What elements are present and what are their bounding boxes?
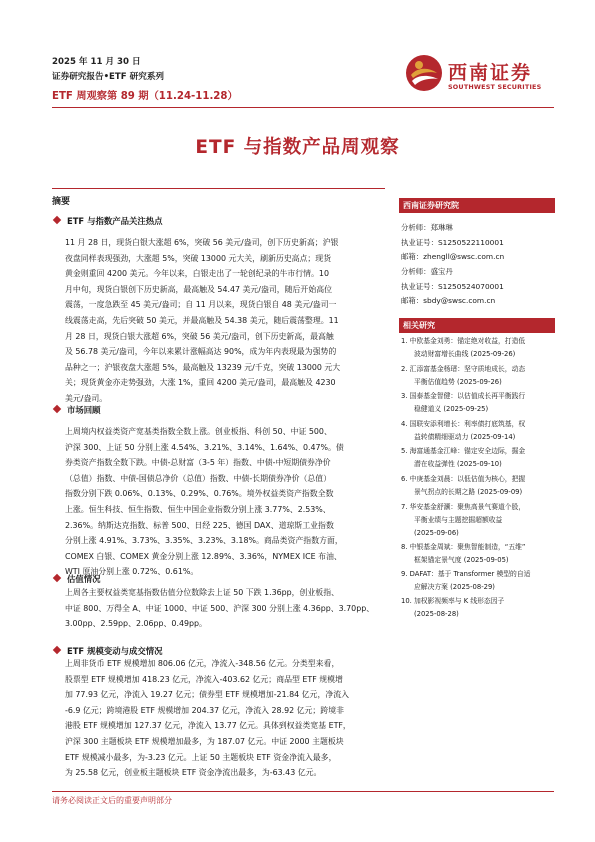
related-research-item[interactable]: 5. 海富通基金江峰：锚定安全边际，掘金 潜在收益弹性 (2025-09-10): [401, 447, 526, 469]
text-line: 中证 800、万得全 A、中证 1000、中证 500、沪深 300 分别上涨 4.36pp、3.70pp、: [65, 603, 375, 613]
text-line: 上涨。恒生科技、恒生指数、恒生中国企业指数分别上涨 3.77%、2.53%、: [65, 504, 331, 514]
text-line: 震荡，一度急跌至 45 美元/盎司；自 11 月以来，现货白银自 48 美元/盎司一: [65, 300, 337, 310]
diamond-bullet-icon: [53, 646, 61, 654]
text-line: 分别上涨 4.91%、3.73%、3.35%、3.23%、3.18%。商品类资产指数方面，: [65, 536, 343, 546]
analyst-email[interactable]: 邮箱：sbdy@swsc.com.cn: [401, 296, 496, 305]
related-research-item[interactable]: 1. 中欧基金刘勇：锚定绝对收益，打造低 波动财富增长曲线 (2025-09-26): [401, 337, 526, 359]
text-line: 3.00pp、2.59pp、2.06pp、0.49pp。: [65, 619, 207, 629]
related-research-header-bar: 相关研究: [399, 318, 555, 333]
analyst-name: 分析师：盛宝丹: [401, 267, 453, 276]
text-line: （总值）指数、中债-国债总净价（总值）指数、中债-长期债券净价（总值）: [65, 473, 332, 483]
section-body-hotspots: [65, 235, 387, 407]
text-line: 关；现货黄金亦走势强劲，大涨 1%，重回 4200 美元/盎司，最高触及 4230: [65, 378, 336, 388]
text-line: 港股 ETF 规模增加 127.37 亿元，净流入 13.77 亿元。具体到权益类宽基 ETF，: [65, 721, 351, 731]
text-line: 为 25.58 亿元，创业板主题板块 ETF 资金净流出最多，为-63.43 亿元。: [65, 768, 322, 778]
text-line: 加 77.93 亿元，净流入 19.27 亿元；债券型 ETF 规模增加-21.84 亿元，净流入: [65, 690, 350, 700]
section-heading-market-review: 市场回顾: [54, 404, 101, 416]
text-line: ETF 规模减小最多，为-3.23 亿元。上证 50 主题板块 ETF 资金净流入最多，: [65, 752, 337, 762]
related-research-item[interactable]: 9. DAFAT：基于 Transformer 模型的自适 应解决方案 (2025-08-29): [401, 570, 531, 592]
text-line: 月中旬，现货白银创下历史新高，最高触及 54.47 美元/盎司，随后开始高位: [65, 284, 332, 294]
text-line: 11 月 28 日，现货白银大涨超 6%，突破 56 美元/盎司，创下历史新高；沪银: [65, 238, 339, 247]
text-line: 品种之一；沪银夜盘大涨超 5%，最高触及 13239 元/千克，突破 13000 元大: [65, 362, 341, 372]
section-heading-hotspots: ETF 与指数产品关注热点: [54, 215, 162, 227]
section-body-market-review: [65, 424, 387, 580]
analyst-license: 执业证号：S1250524070001: [401, 282, 504, 291]
report-date: 2025 年 11 月 30 日: [52, 57, 141, 67]
related-research-item[interactable]: 3. 国泰基金智健：以估值成长再平衡践行 稳健道义 (2025-09-25): [401, 392, 526, 414]
text-line: 沪深 300、上证 50 分别上涨 4.54%、3.21%、3.14%、1.64%、0.47%。债: [65, 442, 344, 452]
text-line: 及 56.78 美元/盎司，今年以来累计涨幅高达 90%，成为年内表现最为强势的: [65, 347, 337, 357]
text-line: 上周非货币 ETF 规模增加 806.06 亿元，净流入-348.56 亿元。分类型来看，: [65, 659, 340, 668]
analyst-name: 分析师：郑琳琳: [401, 223, 453, 232]
analyst-license: 执业证号：S1250522110001: [401, 238, 504, 247]
section-body-etf-scale: [65, 656, 387, 781]
text-line: 沪深 300 主题板块 ETF 规模增加最多，为 187.07 亿元。中证 2000 主题板块: [65, 736, 344, 746]
logo-emblem-icon: [405, 54, 443, 92]
logo-english-name: SOUTHWEST SECURITIES: [448, 83, 542, 91]
text-line: 黄金则重回 4200 美元。今年以来，白银走出了一轮创纪录的牛市行情。10: [65, 269, 329, 279]
text-line: 2.36%。纳斯达克指数、标普 500、日经 225、德国 DAX、道琼斯工业指数: [65, 520, 334, 530]
text-line: 线震荡走高，先后突破 50 美元，并最高触及 54.38 美元，随后震荡整理。11: [65, 315, 339, 325]
text-line: 券类资产指数全数下跌。中债-总财富（3-5 年）指数、中债-中短期债券净价: [65, 458, 331, 468]
institute-header-bar: 西南证券研究院: [399, 198, 555, 213]
related-research-item[interactable]: 10. 加权影视频率与 K 线形态因子 (2025-08-28): [401, 597, 505, 619]
text-line: -6.9 亿元；跨境港股 ETF 规模增加 204.37 亿元，净流入 28.92 亿元；跨境非: [65, 705, 344, 715]
text-line: COMEX 白银、COMEX 黄金分别上涨 12.89%、3.36%，NYMEX ICE 布油、: [65, 551, 342, 561]
diamond-bullet-icon: [53, 574, 61, 582]
text-line: 上周各主要权益类宽基指数估值分位数除去上证 50 下跌 1.36pp，创业板指、: [65, 588, 339, 597]
related-research-item[interactable]: 8. 中银基金周斌：聚焦智能制造，“五维” 框架锚定景气度 (2025-09-05): [401, 543, 526, 565]
text-line: 上周境内权益类资产宽基类指数全数上涨。创业板指、科创 50、中证 500、: [65, 427, 332, 436]
diamond-bullet-icon: [53, 216, 61, 224]
diamond-bullet-icon: [53, 405, 61, 413]
related-research-item[interactable]: 7. 华安基金舒灏：聚焦高景气赛道个股， 平衡业绩与主题挖掘超额收益 (2025-09-06): [401, 503, 526, 538]
related-research-item[interactable]: 2. 汇添富基金杨瑨：坚守质地成长，动态 平衡估值趋势 (2025-09-26): [401, 365, 526, 387]
text-line: 美元/盎司。: [65, 393, 108, 403]
text-line: 指数分别下跌 0.06%、0.13%、0.29%、0.76%。境外权益类资产指数全数: [65, 489, 334, 499]
related-research-item[interactable]: 6. 中庚基金刘晨：以低估值为核心，把握 景气拐点的长期之路 (2025-09-09): [401, 475, 526, 497]
summary-heading: 摘要: [52, 197, 71, 207]
footer-disclaimer[interactable]: 请务必阅读正文后的重要声明部分: [52, 796, 172, 805]
related-research-item[interactable]: 4. 国联安添利增长：利率债打底筑基，权 益转债精细驱动力 (2025-09-14): [401, 420, 526, 442]
page-title: ETF 与指数产品周观察: [195, 137, 400, 158]
section-heading-valuation: 估值情况: [54, 573, 101, 585]
analyst-email[interactable]: 邮箱：zhengll@swsc.com.cn: [401, 252, 505, 261]
header-divider: [52, 107, 554, 108]
summary-divider: [52, 188, 385, 189]
company-logo: [405, 51, 557, 95]
footer-divider: [52, 791, 554, 792]
section-heading-etf-scale: ETF 规模变动与成交情况: [54, 645, 162, 657]
text-line: 夜盘同样表现强劲，大涨超 5%，突破 13000 元大关，刷新历史高点；现货: [65, 253, 332, 263]
section-body-valuation: [65, 585, 387, 632]
text-line: 月 28 日，现货白银大涨超 6%，突破 56 美元/盎司，创下历史新高，最高触: [65, 331, 334, 341]
text-line: 股票型 ETF 规模增加 418.23 亿元，净流入-403.62 亿元；商品型 ETF 规模增: [65, 674, 343, 684]
text-line: WTI 原油分别上涨 0.72%、0.61%。: [65, 567, 199, 577]
logo-chinese-name: 西南证券: [448, 62, 533, 84]
report-issue: ETF 周观察第 89 期（11.24-11.28）: [52, 91, 238, 102]
report-series: 证券研究报告•ETF 研究系列: [52, 72, 165, 82]
